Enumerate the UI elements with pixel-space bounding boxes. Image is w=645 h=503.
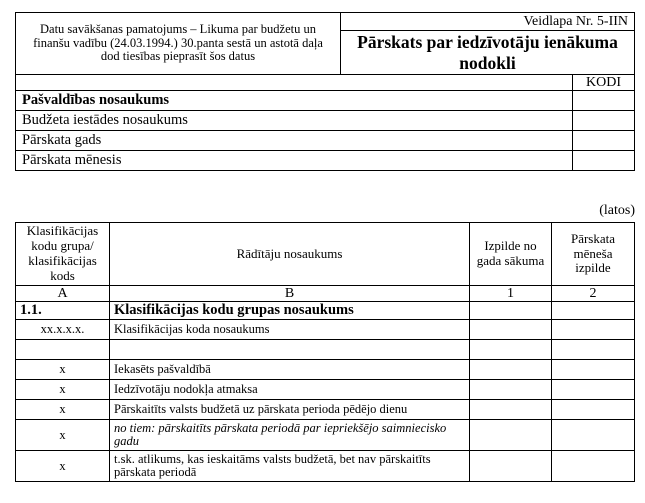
codes-header-spacer [16, 75, 573, 91]
currency-unit-note: (latos) [599, 203, 635, 218]
ytd-value-cell[interactable] [470, 360, 552, 380]
classification-code: x [16, 451, 110, 482]
group-name: Klasifikācijas kodu grupas nosaukums [110, 302, 470, 320]
classification-code: x [16, 380, 110, 400]
report-data-table [15, 222, 635, 482]
column-letter-b: B [110, 286, 470, 302]
ytd-value-cell[interactable] [470, 320, 552, 340]
table-row [16, 340, 635, 360]
table-row [16, 420, 635, 451]
ytd-value-cell[interactable] [470, 380, 552, 400]
classification-code: x [16, 400, 110, 420]
indicator-name: Iedzīvotāju nodokļa atmaksa [110, 380, 470, 400]
budget-institution-code-cell[interactable] [573, 111, 635, 131]
table-row [16, 302, 635, 320]
ytd-value-cell[interactable] [470, 340, 552, 360]
month-value-cell[interactable] [552, 420, 635, 451]
column-letter-2: 2 [552, 286, 635, 302]
table-row [16, 400, 635, 420]
month-value-cell[interactable] [552, 302, 635, 320]
table-row [16, 451, 635, 482]
municipality-code-cell[interactable] [573, 91, 635, 111]
column-header-classification-code: Klasifikācijas kodu grupa/ klasifikācijas kods [16, 223, 110, 286]
classification-code [16, 340, 110, 360]
group-code: 1.1. [16, 302, 110, 320]
indicator-name: t.sk. atlikums, kas ieskaitāms valsts budžetā, bet nav pārskaitīts pārskata periodā [110, 451, 470, 482]
classification-code: x [16, 420, 110, 451]
classification-code: x [16, 360, 110, 380]
column-header-indicator-name: Rādītāju nosaukums [110, 223, 470, 286]
column-header-month-execution: Pārskata mēneša izpilde [552, 223, 635, 286]
ytd-value-cell[interactable] [470, 451, 552, 482]
indicator-name: Iekasēts pašvaldībā [110, 360, 470, 380]
table-row [16, 380, 635, 400]
table-row [16, 320, 635, 340]
form-number: Veidlapa Nr. 5-IIN [341, 13, 635, 31]
indicator-name [110, 340, 470, 360]
column-letter-1: 1 [470, 286, 552, 302]
ytd-value-cell[interactable] [470, 400, 552, 420]
month-value-cell[interactable] [552, 380, 635, 400]
month-value-cell[interactable] [552, 340, 635, 360]
month-value-cell[interactable] [552, 320, 635, 340]
column-header-ytd-execution: Izpilde no gada sākuma [470, 223, 552, 286]
classification-code: xx.x.x.x. [16, 320, 110, 340]
table-row [16, 360, 635, 380]
month-value-cell[interactable] [552, 360, 635, 380]
report-header-table [15, 12, 635, 171]
municipality-name-label: Pašvaldības nosaukums [16, 91, 573, 111]
report-month-code-cell[interactable] [573, 151, 635, 171]
column-letter-a: A [16, 286, 110, 302]
month-value-cell[interactable] [552, 451, 635, 482]
ytd-value-cell[interactable] [470, 302, 552, 320]
report-year-code-cell[interactable] [573, 131, 635, 151]
report-title: Pārskats par iedzīvotāju ienākuma nodokli [341, 31, 635, 75]
indicator-name: Klasifikācijas koda nosaukums [110, 320, 470, 340]
data-collection-basis: Datu savākšanas pamatojums – Likuma par budžetu un finanšu vadību (24.03.1994.) 30.panta sestā un astotā daļa dod tiesības pieprasīt šos datus [16, 13, 341, 75]
ytd-value-cell[interactable] [470, 420, 552, 451]
report-month-label: Pārskata mēnesis [16, 151, 573, 171]
budget-institution-name-label: Budžeta iestādes nosaukums [16, 111, 573, 131]
report-year-label: Pārskata gads [16, 131, 573, 151]
indicator-name: no tiem: pārskaitīts pārskata periodā par iepriekšējo saimniecisko gadu [110, 420, 470, 451]
month-value-cell[interactable] [552, 400, 635, 420]
codes-header: KODI [573, 75, 635, 91]
indicator-name: Pārskaitīts valsts budžetā uz pārskata perioda pēdējo dienu [110, 400, 470, 420]
